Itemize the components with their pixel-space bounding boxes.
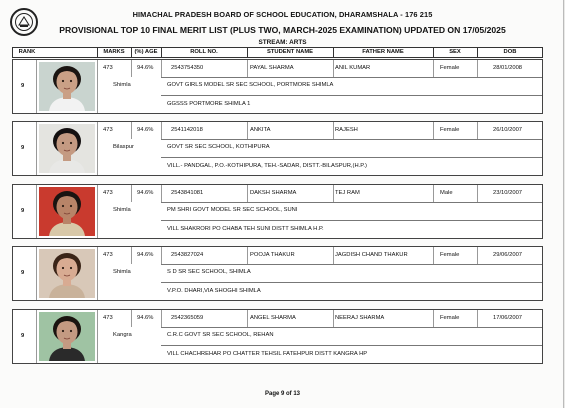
district-value: Bilaspur xyxy=(113,144,134,150)
father-name: NEERAJ SHARMA xyxy=(335,315,385,321)
dob-value: 23/10/2007 xyxy=(493,190,523,196)
student-name: DAKSH SHARMA xyxy=(250,190,297,196)
dob-value: 29/06/2007 xyxy=(493,252,523,258)
rank-value: 9 xyxy=(21,333,25,339)
school-name: GOVT SR SEC SCHOOL, KOTHIPURA xyxy=(167,144,270,150)
student-address: V.P.O. DHARI,VIA SHOGHI SHIMLA xyxy=(167,288,261,294)
page-number: Page 9 of 13 xyxy=(264,391,300,397)
student-photo xyxy=(39,62,95,111)
percent-value: 94.6% xyxy=(137,315,154,321)
col-roll: ROLL NO. xyxy=(190,49,218,55)
rank-value: 9 xyxy=(21,83,25,89)
roll-number: 2542365059 xyxy=(171,315,204,321)
dob-value: 17/06/2007 xyxy=(493,315,523,321)
student-address: VILL CHACHREHAR PO CHATTER TEHSIL FATEHPUR DISTT KANGRA HP xyxy=(167,351,368,357)
marks-value: 473 xyxy=(103,252,113,258)
roll-number: 2541142018 xyxy=(171,127,203,133)
col-father: FATHER NAME xyxy=(362,49,404,55)
percent-value: 94.6% xyxy=(137,65,154,71)
rank-value: 9 xyxy=(21,270,25,276)
student-name: ANGEL SHARMA xyxy=(250,315,296,321)
rank-value: 9 xyxy=(21,145,25,151)
roll-number: 2543827024 xyxy=(171,252,204,258)
rank-value: 9 xyxy=(21,208,25,214)
table-header xyxy=(12,47,543,58)
percent-value: 94.6% xyxy=(137,190,154,196)
student-photo xyxy=(39,187,95,236)
percent-value: 94.6% xyxy=(137,252,154,258)
school-name: GOVT GIRLS MODEL SR SEC SCHOOL, PORTMORE SHIMLA xyxy=(167,82,334,88)
father-name: ANIL KUMAR xyxy=(335,65,371,71)
marks-value: 473 xyxy=(103,65,113,71)
school-name: PM SHRI GOVT MODEL SR SEC SCHOOL, SUNI xyxy=(167,207,298,213)
col-sex: SEX xyxy=(449,49,461,55)
father-name: TEJ RAM xyxy=(335,190,360,196)
student-photo xyxy=(39,312,95,361)
marks-value: 473 xyxy=(103,127,113,133)
percent-value: 94.6% xyxy=(137,127,154,133)
marks-value: 473 xyxy=(103,315,113,321)
district-value: Shimla xyxy=(113,207,131,213)
merit-list-title: PROVISIONAL TOP 10 FINAL MERIT LIST (PLUS TWO, MARCH-2025 EXAMINATION) UPDATED ON 17/05/2025 xyxy=(59,25,506,35)
district-value: Shimla xyxy=(113,82,131,88)
student-address: VILL.- PANDGAL, P.O.-KOTHIPURA, TEH.-SADAR, DISTT.-BILASPUR,(H.P.) xyxy=(167,163,367,169)
school-name: S D SR SEC SCHOOL, SHIMLA xyxy=(167,269,251,275)
roll-number: 2543754350 xyxy=(171,65,204,71)
school-name: C.R.C GOVT SR SEC SCHOOL, REHAN xyxy=(167,332,274,338)
col-dob: DOB xyxy=(503,49,517,55)
student-name: PAYAL SHARMA xyxy=(250,65,294,71)
stream-label: STREAM: ARTS xyxy=(258,39,307,46)
col-student: STUDENT NAME xyxy=(266,49,314,55)
dob-value: 26/10/2007 xyxy=(493,127,523,133)
roll-number: 2543841081 xyxy=(171,190,204,196)
board-name: HIMACHAL PRADESH BOARD OF SCHOOL EDUCATION, DHARAMSHALA - 176 215 xyxy=(132,10,433,19)
father-name: RAJESH xyxy=(335,127,358,133)
student-photo xyxy=(39,124,95,173)
dob-value: 28/01/2008 xyxy=(493,65,523,71)
merit-record xyxy=(12,121,543,176)
merit-record xyxy=(12,184,543,239)
sex-value: Male xyxy=(440,190,453,196)
col-rank: RANK xyxy=(18,49,36,55)
district-value: Shimla xyxy=(113,269,131,275)
student-address: VILL SHAKRORI PO CHABA TEH SUNI DISTT SHIMLA H.P. xyxy=(167,226,324,232)
student-photo xyxy=(39,249,95,298)
merit-record xyxy=(12,309,543,364)
student-name: POOJA THAKUR xyxy=(250,252,295,258)
col-percent: (%) AGE xyxy=(134,49,158,55)
marks-value: 473 xyxy=(103,190,113,196)
district-value: Kangra xyxy=(113,332,132,338)
sex-value: Female xyxy=(440,65,460,71)
sex-value: Female xyxy=(440,252,460,258)
student-address: GGSSS PORTMORE SHIMLA 1 xyxy=(167,101,251,107)
father-name: JAGDISH CHAND THAKUR xyxy=(335,252,408,258)
student-name: ANKITA xyxy=(250,127,271,133)
sex-value: Female xyxy=(440,127,460,133)
col-marks: MARKS xyxy=(103,49,125,55)
sex-value: Female xyxy=(440,315,460,321)
merit-record xyxy=(12,246,543,301)
merit-record xyxy=(12,59,543,114)
